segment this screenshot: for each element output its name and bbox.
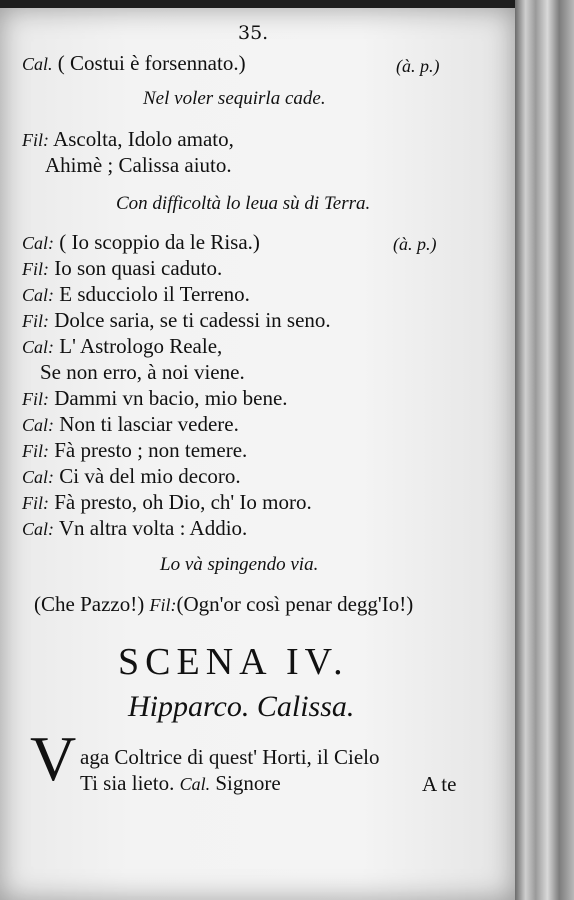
- dialogue-line-3: [45, 153, 232, 178]
- line-text: E sducciolo il Terreno.: [59, 282, 250, 306]
- speaker-label: Fil:: [22, 130, 49, 150]
- speaker-label: Cal:: [22, 337, 55, 357]
- dialogue-line-7: [22, 308, 331, 333]
- speaker-label: Fil:: [149, 595, 177, 615]
- page-edge-stack: [515, 0, 574, 900]
- line-text: ( Io scoppio da le Risa.): [59, 230, 260, 254]
- line-text: Se non erro, à noi viene.: [40, 360, 245, 384]
- line-text: (Che Pazzo!): [34, 592, 145, 616]
- speaker-label: Fil:: [22, 493, 49, 513]
- line-text: L' Astrologo Reale,: [59, 334, 223, 358]
- line-text: aga Coltrice di quest' Horti, il Cielo: [80, 745, 380, 769]
- stage-direction-2: Con difficoltà lo leua sù di Terra.: [116, 193, 371, 214]
- line-text: Ti sia lieto.: [80, 771, 175, 795]
- aside-note: (à. p.): [393, 234, 437, 254]
- stage-direction-1: Nel voler sequirla cade.: [143, 88, 326, 109]
- dialogue-line-4: [22, 230, 260, 255]
- line-text: Ascolta, Idolo amato,: [53, 127, 234, 151]
- drop-cap: V: [30, 723, 77, 794]
- dialogue-line-15: [22, 516, 247, 541]
- speaker-label: Cal:: [22, 285, 55, 305]
- page-number: 35.: [238, 22, 269, 44]
- speaker-label: Cal.: [179, 774, 211, 794]
- aside-note: (à. p.): [396, 56, 440, 76]
- speaker-label: Cal:: [22, 233, 55, 253]
- speaker-label: Fil:: [22, 259, 49, 279]
- speaker-label: Cal:: [22, 519, 55, 539]
- speaker-label: Fil:: [22, 389, 49, 409]
- line-text: Fà presto ; non temere.: [54, 438, 248, 462]
- speaker-label: Fil:: [22, 441, 49, 461]
- stage-direction-3: Lo và spingendo via.: [160, 554, 319, 575]
- line-text: Dolce saria, se ti cadessi in seno.: [54, 308, 331, 332]
- line-text: Io son quasi caduto.: [54, 256, 223, 280]
- catchword: A te: [422, 772, 457, 796]
- speaker-label: Cal:: [22, 415, 55, 435]
- line-text: Fà presto, oh Dio, ch' Io moro.: [54, 490, 312, 514]
- dialogue-line-13: [22, 464, 241, 489]
- line-text: Dammi vn bacio, mio bene.: [54, 386, 288, 410]
- line-text: Ahimè ; Calissa aiuto.: [45, 153, 232, 177]
- dialogue-line-18: [80, 771, 281, 796]
- dialogue-line-8: [22, 334, 222, 359]
- speaker-label: Fil:: [22, 311, 49, 331]
- scene-heading: SCENA IV.: [118, 641, 349, 683]
- line-text: Vn altra volta : Addio.: [58, 516, 248, 540]
- speaker-label: Cal.: [22, 54, 53, 74]
- dialogue-line-17: [80, 745, 379, 770]
- dialogue-line-11: [22, 412, 239, 437]
- dialogue-line-14: [22, 490, 312, 515]
- line-text: Ci và del mio decoro.: [59, 464, 241, 488]
- line-text: Non ti lasciar vedere.: [59, 412, 239, 436]
- dialogue-line-9: [40, 360, 245, 385]
- scene-characters: Hipparco. Calissa.: [128, 690, 355, 723]
- dialogue-line-5: [22, 256, 222, 281]
- dialogue-line-1: [22, 51, 246, 76]
- line-text: (Ogn'or così penar degg'Io!): [176, 592, 414, 616]
- dialogue-line-6: [22, 282, 250, 307]
- line-text: ( Costui è forsennato.): [57, 51, 246, 75]
- dialogue-line-12: [22, 438, 247, 463]
- dialogue-line-2: [22, 127, 234, 152]
- line-text: Signore: [215, 771, 281, 795]
- speaker-label: Cal:: [22, 467, 55, 487]
- dialogue-line-10: [22, 386, 288, 411]
- dialogue-line-16: [34, 592, 413, 617]
